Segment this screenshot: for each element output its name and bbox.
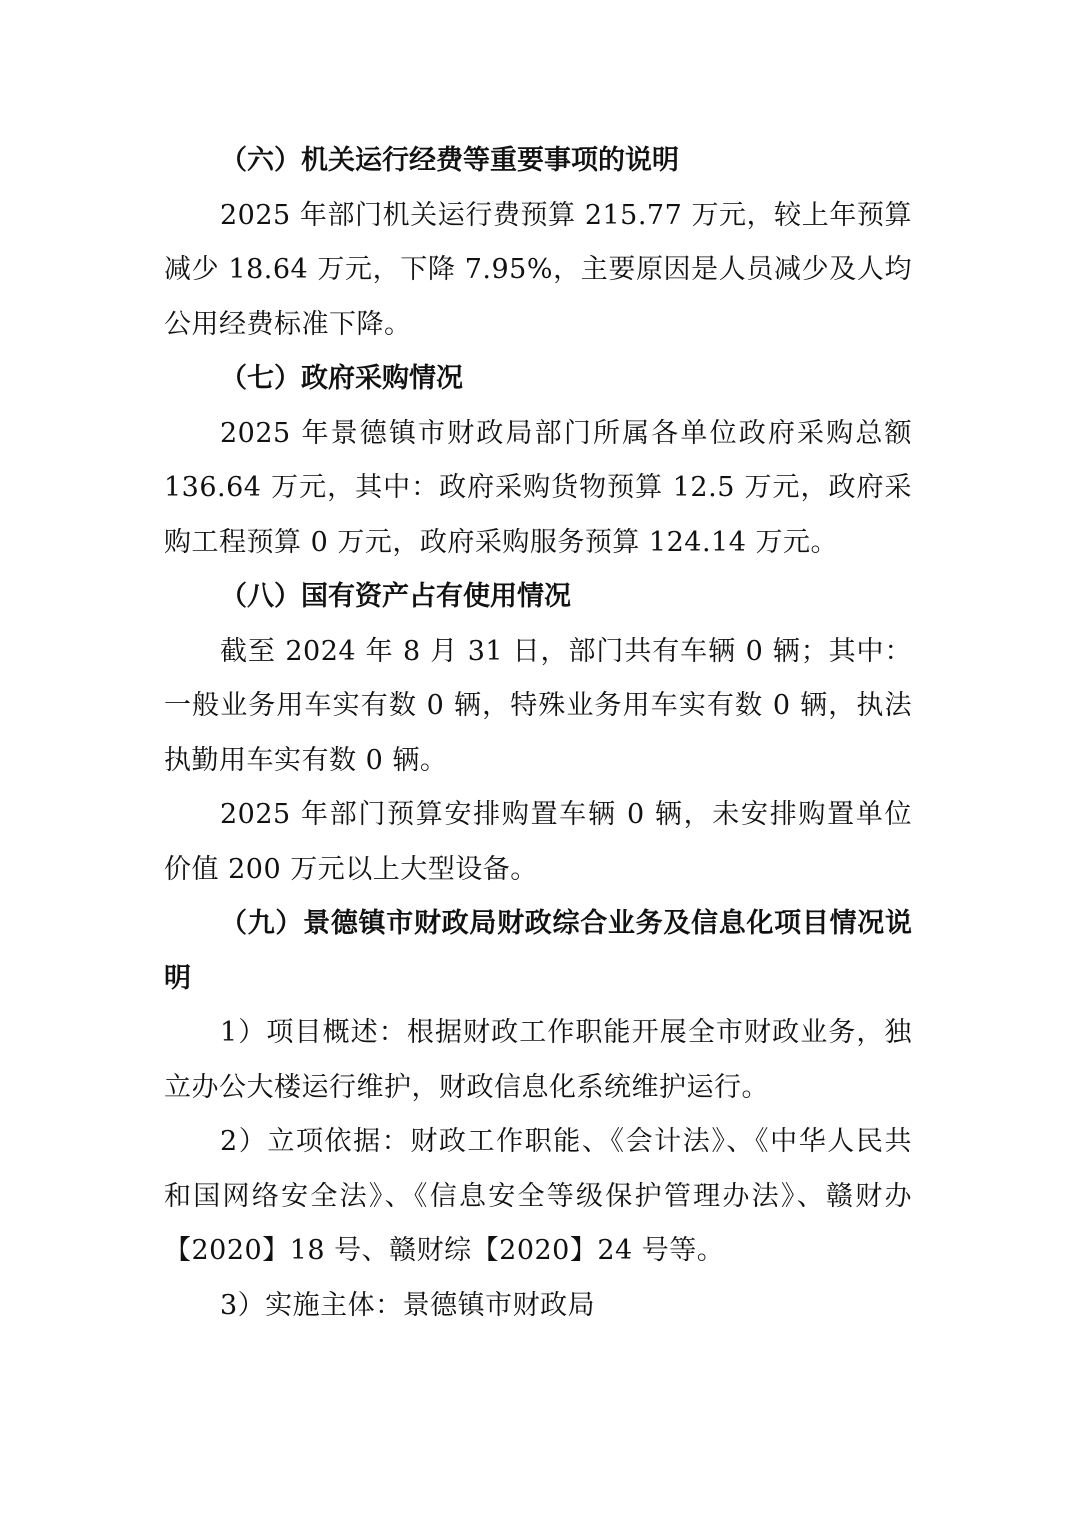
paragraph: 截至 2024 年 8 月 31 日，部门共有车辆 0 辆；其中：一般业务用车实有数 0 辆，特殊业务用车实有数 0 辆，执法执勤用车实有数 0 辆。 (164, 635, 912, 776)
section-eight (164, 570, 912, 897)
document-page (164, 134, 912, 1333)
section-seven (164, 352, 912, 570)
paragraph: 3）实施主体：景德镇市财政局 (220, 1289, 596, 1321)
paragraph: 2025 年部门预算安排购置车辆 0 辆，未安排购置单位价值 200 万元以上大型设备。 (164, 799, 912, 885)
section-nine (164, 897, 912, 1333)
paragraph: 2025 年部门机关运行费预算 215.77 万元，较上年预算减少 18.64 万元，下降 7.95%，主要原因是人员减少及人均公用经费标准下降。 (164, 199, 912, 340)
section-heading: （八）国有资产占有使用情况 (220, 581, 571, 612)
paragraph: 1）项目概述：根据财政工作职能开展全市财政业务，独立办公大楼运行维护，财政信息化系统维护运行。 (164, 1017, 912, 1103)
paragraph: 2）立项依据：财政工作职能、《会计法》、《中华人民共和国网络安全法》、《信息安全等级保护管理办法》、赣财办【2020】18 号、赣财综【2020】24 号等。 (164, 1126, 912, 1266)
paragraph: 2025 年景德镇市财政局部门所属各单位政府采购总额 136.64 万元，其中：政府采购货物预算 12.5 万元，政府采购工程预算 0 万元，政府采购服务预算 124.14 万元。 (164, 417, 912, 558)
section-heading: （九）景德镇市财政局财政综合业务及信息化项目情况说明 (164, 908, 912, 994)
section-six (164, 134, 912, 352)
section-heading: （六）机关运行经费等重要事项的说明 (220, 145, 679, 176)
section-heading: （七）政府采购情况 (220, 363, 463, 394)
